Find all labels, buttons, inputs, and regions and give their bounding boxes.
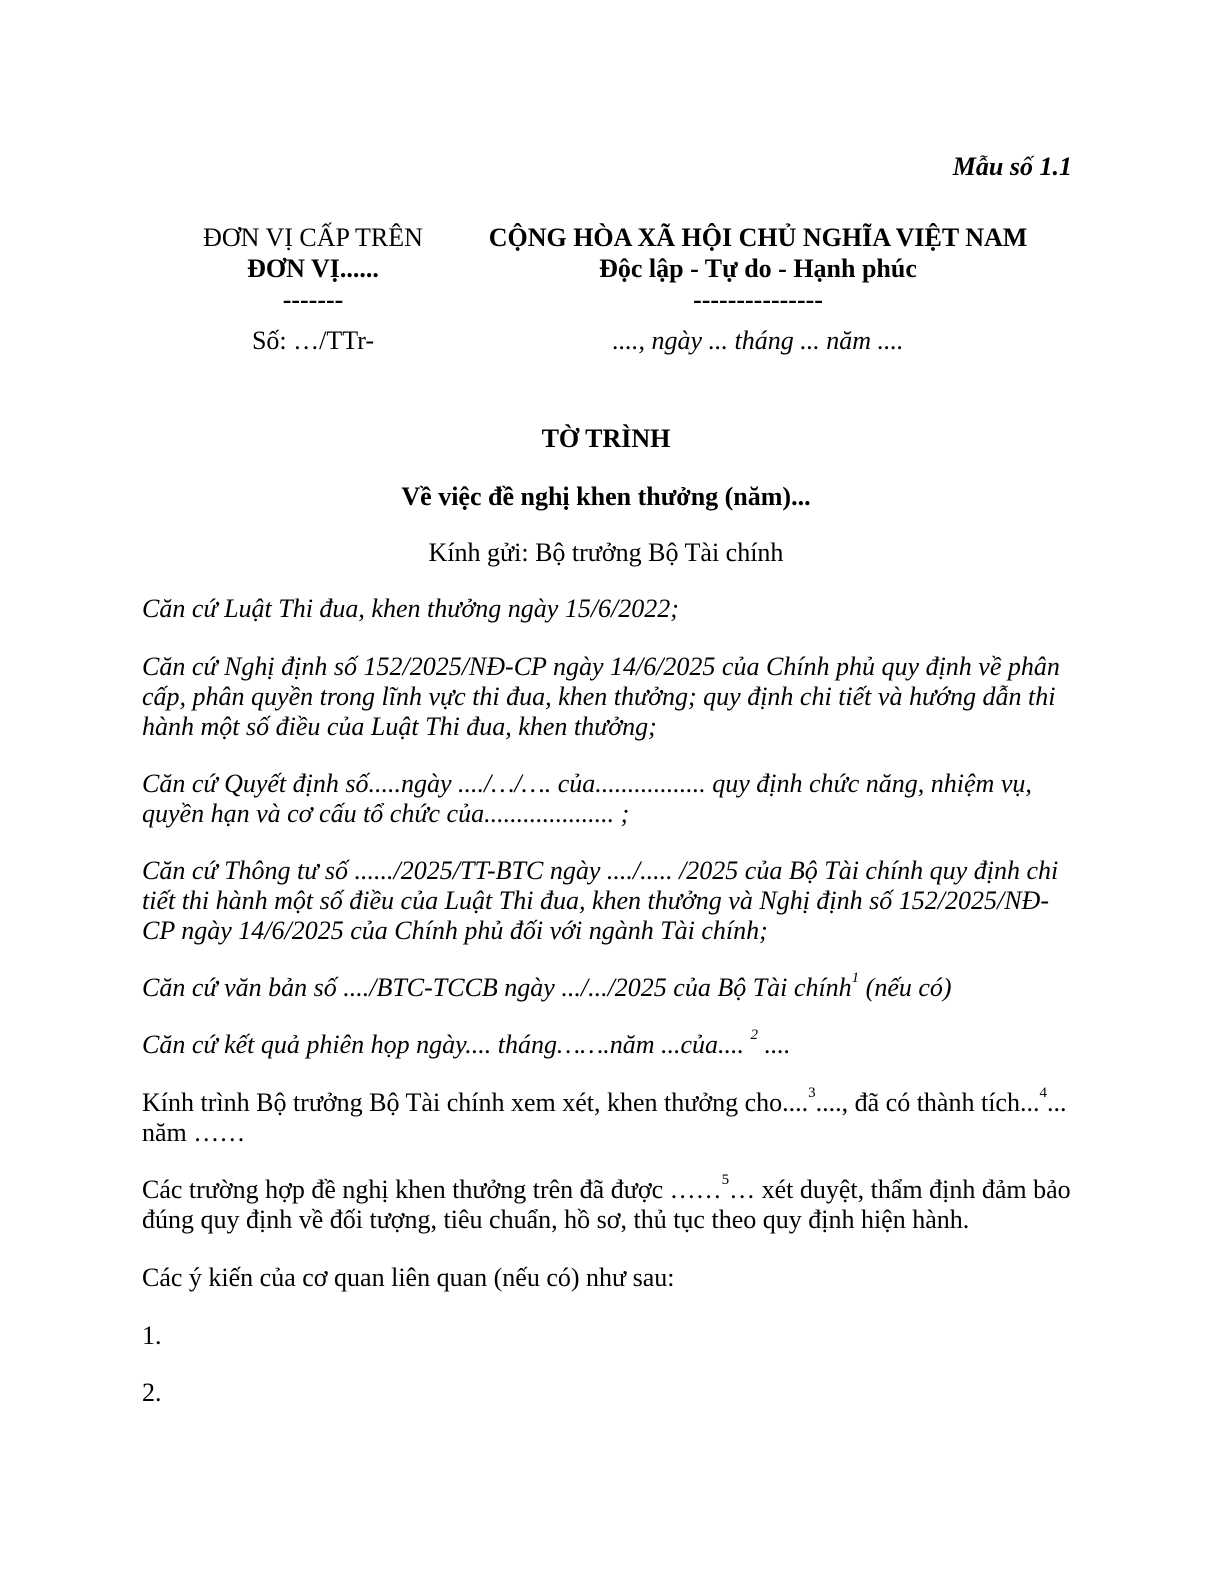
document-title: TỜ TRÌNH <box>541 424 671 453</box>
opinions-intro: Các ý kiến của cơ quan liên quan (nếu có) như sau: <box>142 1263 675 1292</box>
basis-meeting-suffix: .... <box>758 1030 791 1059</box>
proposal-part-3: ... năm …… <box>142 1088 1067 1147</box>
proposal-part-1: Kính trình Bộ trưởng Bộ Tài chính xem xét, khen thưởng cho.... <box>142 1088 809 1117</box>
national-motto: Độc lập - Tự do - Hạnh phúc <box>599 254 917 283</box>
footnote-marker-3: 3 <box>808 1085 816 1102</box>
list-item-1: 1. <box>142 1321 162 1350</box>
basis-decision: Căn cứ Quyết định số.....ngày ..../…/…. của................. quy định chức năng, nhiệm vụ, quyền hạn và cơ cấu tổ chức của.................... ; <box>142 769 1032 828</box>
basis-meeting-text: Căn cứ kết quả phiên họp ngày.... tháng…….năm ...của.... <box>142 1030 751 1059</box>
national-title: CỘNG HÒA XÃ HỘI CHỦ NGHĨA VIỆT NAM <box>488 223 1028 252</box>
document-subject: Về việc đề nghị khen thưởng (năm)... <box>401 482 811 511</box>
form-number: Mẫu số 1.1 <box>952 152 1072 181</box>
superior-unit: ĐƠN VỊ CẤP TRÊN <box>203 223 423 252</box>
footnote-marker-5: 5 <box>721 1172 730 1189</box>
review-paragraph <box>142 1172 1072 1235</box>
review-part-1: Các trường hợp đề nghị khen thưởng trên đã được …… <box>142 1175 722 1204</box>
issuing-agency-block <box>146 222 480 315</box>
footnote-marker-1: 1 <box>851 970 860 987</box>
basis-meeting <box>142 1027 1072 1060</box>
proposal-part-2: ...., đã có thành tích... <box>815 1088 1040 1117</box>
basis-decree: Căn cứ Nghị định số 152/2025/NĐ-CP ngày 14/6/2025 của Chính phủ quy định về phân cấp, phân quyền trong lĩnh vực thi đua, khen thưởng; quy định chi tiết và hướng dẫn thi hành một số điều của Luật Thi đua, khen thưởng; <box>142 652 1060 741</box>
footnote-marker-4: 4 <box>1039 1085 1047 1102</box>
basis-document-suffix: (nếu có) <box>859 973 952 1002</box>
basis-law: Căn cứ Luật Thi đua, khen thưởng ngày 15/6/2022; <box>142 594 679 623</box>
place-date-line: ...., ngày ... tháng ... năm .... <box>612 326 904 355</box>
list-item-2: 2. <box>142 1378 162 1407</box>
agency-separator: ------- <box>282 285 344 314</box>
basis-document <box>142 970 1072 1003</box>
footnote-marker-2: 2 <box>750 1027 759 1044</box>
document-number: Số: …/TTr- <box>251 326 375 355</box>
basis-circular: Căn cứ Thông tư số ....../2025/TT-BTC ngày ..../..... /2025 của Bộ Tài chính quy định chi tiết thi hành một số điều của Luật Thi đua, khen thưởng và Nghị định số 152/2025/NĐ-CP ngày 14/6/2025 của Chính phủ đối với ngành Tài chính; <box>142 856 1059 945</box>
basis-document-text: Căn cứ văn bản số ..../BTC-TCCB ngày .../.../2025 của Bộ Tài chính <box>142 973 852 1002</box>
motto-separator: --------------- <box>693 285 823 314</box>
review-part-2: … xét duyệt, thẩm định đảm bảo đúng quy định về đối tượng, tiêu chuẩn, hồ sơ, thủ tục theo quy định hiện hành. <box>142 1175 1071 1234</box>
unit-name: ĐƠN VỊ...... <box>247 254 379 283</box>
recipient-line: Kính gửi: Bộ trưởng Bộ Tài chính <box>428 538 784 567</box>
national-heading-block <box>466 222 1050 315</box>
proposal-paragraph <box>142 1085 1072 1148</box>
